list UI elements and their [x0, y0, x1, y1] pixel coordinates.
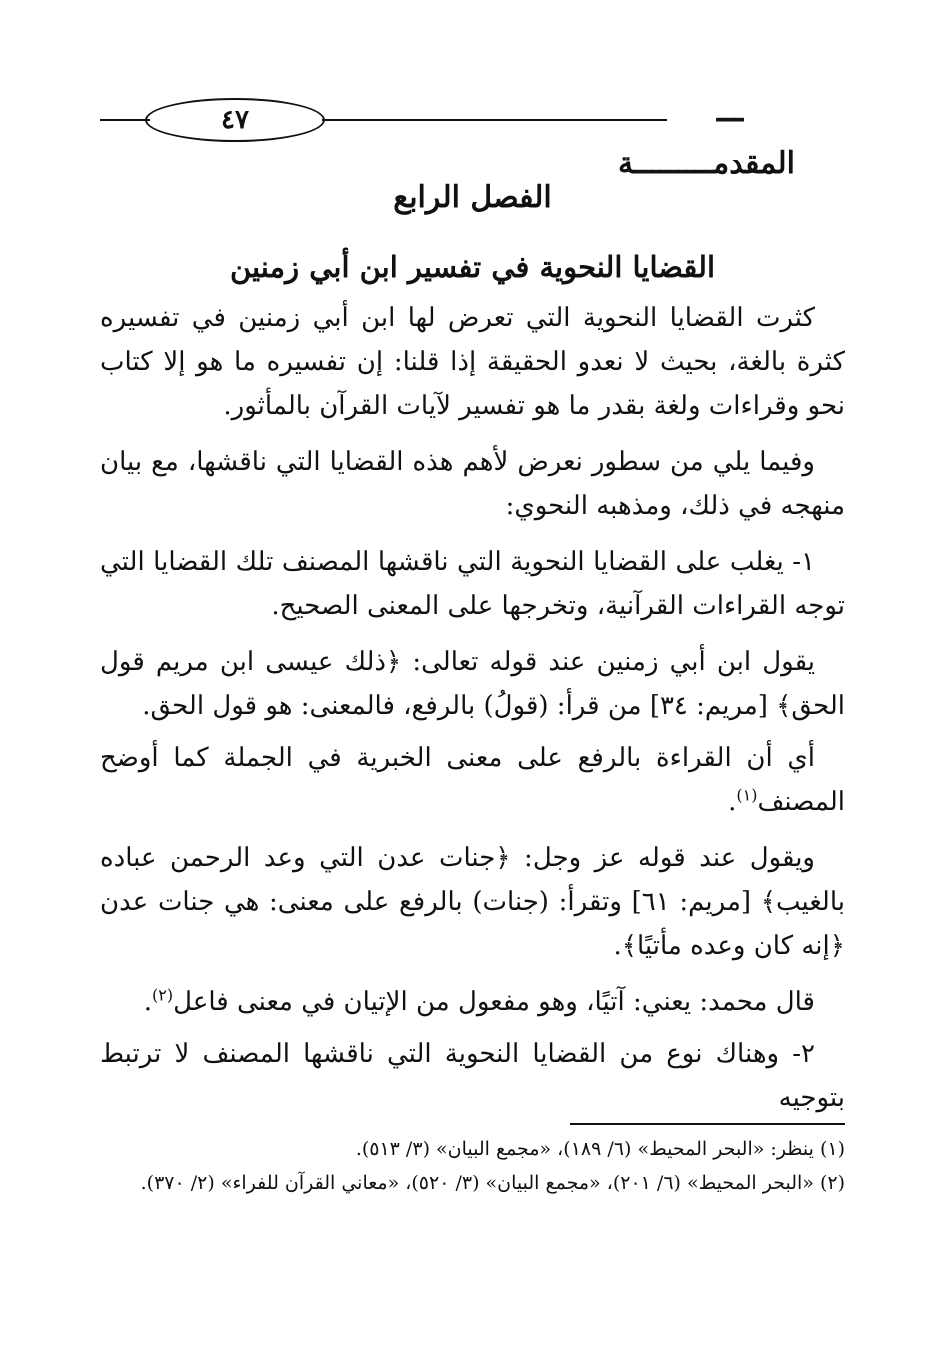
footnote-ref-2: (٢) [152, 985, 174, 1005]
paragraph-2: وفيما يلي من سطور نعرض لأهم هذه القضايا التي ناقشها، مع بيان منهجه في ذلك، ومذهبه النحوي: [100, 447, 845, 521]
paragraph-8: ٢- وهناك نوع من القضايا النحوية التي ناقشها المصنف لا ترتبط بتوجيه [100, 1039, 845, 1113]
paragraph-6: ويقول عند قوله عز وجل: ﴿جنات عدن التي وعد الرحمن عباده بالغيب﴾ [مريم: ٦١] وتقرأ: (جنات) بالرفع على معنى: هي جنات عدن ﴿إنه كان وعده مأتيًا﴾. [100, 843, 846, 961]
paragraph-5: أي أن القراءة بالرفع على معنى الخبرية في الجملة كما أوضح المصنف$^{(١)}$. [100, 743, 845, 817]
page-number-oval [145, 98, 325, 142]
paragraph-7: قال محمد: يعني: آتيًا، وهو مفعول من الإتيان في معنى فاعل$^{(٢)}$. [143, 985, 815, 1017]
paragraph-1: كثرت القضايا النحوية التي تعرض لها ابن أبي زمنين في تفسيره كثرة بالغة، بحيث لا نعدو الحقيقة إذا قلنا: إن تفسيره ما هو إلا كتاب نحو وقراءات ولغة بقدر ما هو تفسير لآيات القرآن بالمأثور. [100, 303, 845, 421]
paragraph-5-text: أي أن القراءة بالرفع على معنى الخبرية في الجملة كما أوضح المصنف [100, 743, 845, 817]
header-rule-left [100, 119, 150, 121]
footnote-1: (١) ينظر: «البحر المحيط» (٦/ ١٨٩)، «مجمع البيان» (٣/ ٥١٣). [355, 1138, 845, 1160]
running-title: ـــ المقدمـــــــــة [618, 94, 795, 181]
paragraph-7-text: قال محمد: يعني: آتيًا، وهو مفعول من الإتيان في معنى فاعل [173, 987, 815, 1017]
paragraph-4: يقول ابن أبي زمنين عند قوله تعالى: ﴿ذلك عيسى ابن مريم قول الحق﴾ [مريم: ٣٤] من قرأ: (قولُ) بالرفع، فالمعنى: هو قول الحق. [100, 647, 845, 721]
section-title: القضايا النحوية في تفسير ابن أبي زمنين [229, 250, 715, 284]
footnote-2: (٢) «البحر المحيط» (٦/ ٢٠١)، «مجمع البيان» (٣/ ٥٢٠)، «معاني القرآن للفراء» (٢/ ٣٧٠). [140, 1172, 845, 1194]
chapter-title: الفصل الرابع [393, 180, 552, 215]
footnote-separator [570, 1123, 845, 1125]
body-text [100, 296, 845, 1132]
running-header [100, 86, 845, 181]
header-rule-middle [322, 119, 667, 121]
footnotes [100, 1132, 845, 1200]
footnote-ref-1: (١) [736, 785, 758, 805]
page-number: ٤٧ [221, 105, 249, 135]
paragraph-3: ١- يغلب على القضايا النحوية التي ناقشها المصنف تلك القضايا التي توجه القراءات القرآنية، وتخرجها على المعنى الصحيح. [100, 547, 845, 621]
